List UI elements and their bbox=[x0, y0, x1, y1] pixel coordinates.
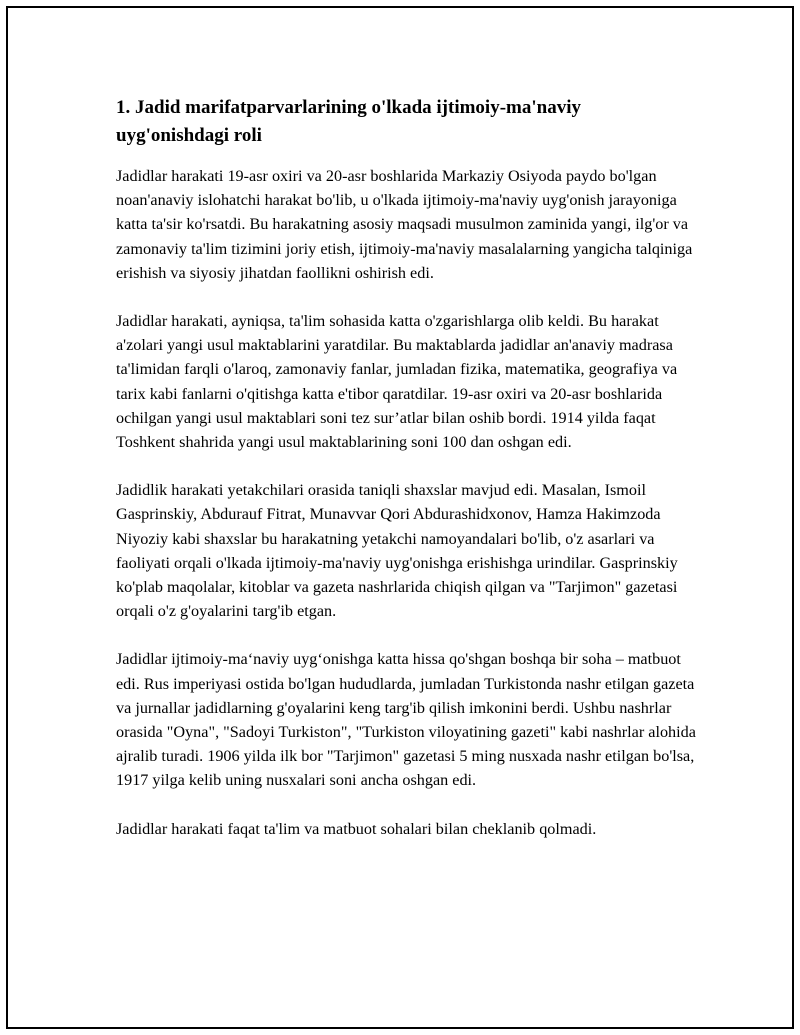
document-body bbox=[116, 94, 696, 865]
paragraph-leaders: Jadidlik harakati yetakchilari orasida taniqli shaxslar mavjud edi. Masalan, Ismoil Gasprinskiy, Abdurauf Fitrat, Munavvar Qori Abdurashidxonov, Hamza Hakimzoda Niyoziy kabi shaxslar bu harakatning yetakchi namoyandalari bo'lib, o'z asarlari va faoliyati orqali o'lkada ijtimoiy-ma'naviy uyg'onishga erishishga urindilar. Gasprinskiy ko'plab maqolalar, kitoblar va gazeta nashrlarida chiqish qilgan va "Tarjimon" gazetasi orqali o'z g'oyalarini targ'ib etgan. bbox=[116, 481, 678, 621]
section-title: 1. Jadid marifatparvarlarining o'lkada ijtimoiy-ma'naviy uyg'onishdagi roli bbox=[116, 97, 581, 146]
paragraph-closing: Jadidlar harakati faqat ta'lim va matbuot sohalari bilan cheklanib qolmadi. bbox=[116, 819, 597, 838]
paragraph-intro: Jadidlar harakati 19-asr oxiri va 20-asr boshlarida Markaziy Osiyoda paydo bo'lgan noan'anaviy islohatchi harakat bo'lib, u o'lkada ijtimoiy-ma'naviy uyg'onish jarayoniga katta ta'sir ko'rsatdi. Bu harakatning asosiy maqsadi musulmon zaminida yangi, ilg'or va zamonaviy ta'lim tizimini joriy etish, ijtimoiy-ma'naviy masalalarning yangicha talqiniga erishish va siyosiy jihatdan faollikni oshirish edi. bbox=[116, 167, 693, 282]
paragraph-education: Jadidlar harakati, ayniqsa, ta'lim sohasida katta o'zgarishlarga olib keldi. Bu harakat a'zolari yangi usul maktablarini yaratdilar. Bu maktablarda jadidlar an'anaviy madrasa ta'limidan farqli o'laroq, zamonaviy fanlar, jumladan fizika, matematika, geografiya va tarix kabi fanlarni o'qitishga katta e'tibor qaratdilar. 19-asr oxiri va 20-asr boshlarida ochilgan yangi usul maktablari soni tez sur’atlar bilan oshib bordi. 1914 yilda faqat Toshkent shahrida yangi usul maktablarining soni 100 dan oshgan edi. bbox=[116, 312, 678, 452]
paragraph-press: Jadidlar ijtimoiy-maʻnaviy uygʻonishga katta hissa qo'shgan boshqa bir soha – matbuot edi. Rus imperiyasi ostida bo'lgan hududlarda, jumladan Turkistonda nashr etilgan gazeta va jurnallar jadidlarning g'oyalarini keng targ'ib qilish imkonini berdi. Ushbu nashrlar orasida "Oyna", "Sadoyi Turkiston", "Turkiston viloyatining gazeti" kabi nashrlar alohida ajralib turadi. 1906 yilda ilk bor "Tarjimon" gazetasi 5 ming nusxada nashr etilgan bo'lsa, 1917 yilga kelib uning nusxalari soni ancha oshgan edi. bbox=[116, 650, 696, 790]
